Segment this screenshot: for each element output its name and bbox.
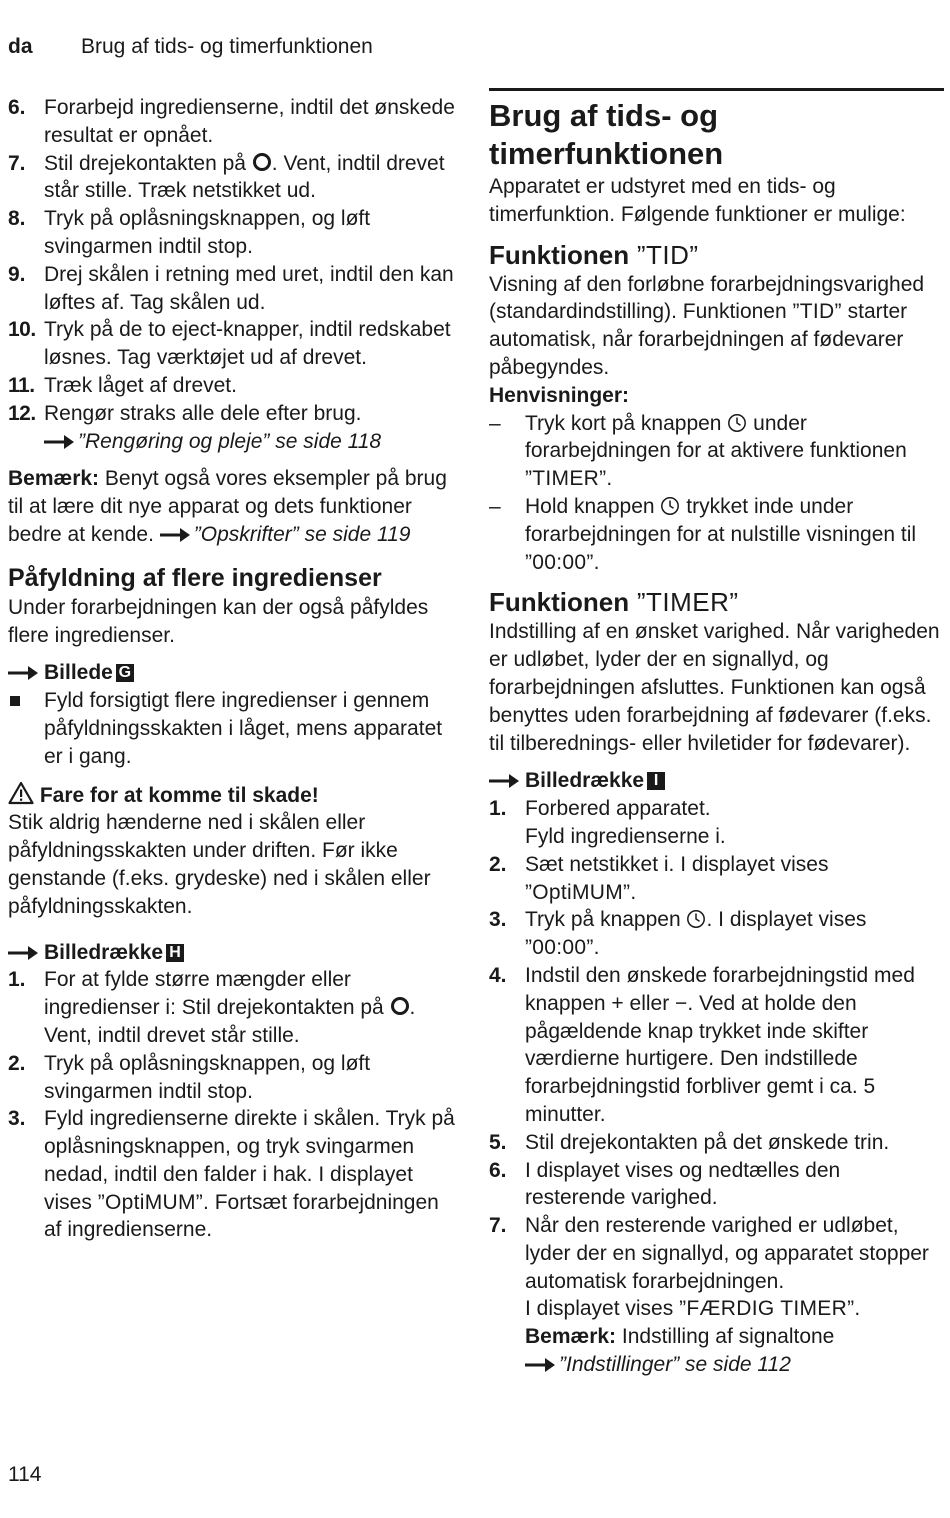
hint1-post: under forarbejdningen for at aktivere funktionen [525, 411, 907, 463]
settings-reference[interactable] [525, 1351, 944, 1379]
bullet-item [8, 687, 458, 770]
dash-bullet: – [489, 494, 501, 518]
step-text: Stil drejekontakten på det ønskede trin. [525, 1130, 890, 1154]
bullet-square-icon [10, 696, 20, 706]
note-label: Bemærk: [8, 467, 100, 491]
recipes-reference-text: ”Opskrifter” se side 119 [193, 522, 411, 546]
tid-heading-bold: Funktionen [489, 239, 630, 270]
billede-label: Billede [44, 661, 113, 685]
step-item [489, 1157, 944, 1213]
step-text: . [593, 936, 600, 960]
step-text: Fyld ingredienserne i. [525, 824, 726, 848]
intro-text: Apparatet er udstyret med en tids- og timerfunktion. Følgende funktioner er mulige: [489, 175, 906, 226]
step-number: 4. [489, 963, 507, 987]
display-text: ”TID” [792, 300, 842, 324]
step-number: 3. [8, 1107, 26, 1131]
step-text: Forbered apparatet. [525, 797, 711, 821]
recipes-reference[interactable] [160, 523, 411, 546]
warning-heading-text: Fare for at komme til skade! [39, 783, 319, 807]
display-text: ”OptiMUM” [525, 880, 631, 904]
step-number: 10. [8, 318, 36, 342]
step-number: 7. [489, 1214, 507, 1238]
left-column [8, 94, 458, 1244]
step-text: . Vent, indtil drevet står stille. [44, 996, 416, 1047]
step-text: Tryk på oplåsningsknappen, og løft svingarmen indtil stop. [44, 1051, 371, 1103]
step-text: Tryk på oplåsningsknappen, og løft svingarmen indtil stop. [44, 207, 371, 258]
billedraekke-label: Billedrække [44, 940, 164, 964]
warning-heading [8, 781, 458, 810]
hint1-pre: Tryk kort på knappen [525, 411, 728, 435]
step-text: eller [623, 991, 676, 1015]
note-label: Bemærk: [525, 1325, 617, 1349]
arrow-right-icon [525, 1351, 559, 1379]
step-text: Tryk på de to eject-knapper, indtil redskabet løsnes. Tag værktøjet ud af drevet. [44, 318, 451, 370]
note-text: Indstilling af signaltone [616, 1325, 835, 1349]
steps-top-list [8, 94, 458, 428]
step-text: Indstil den ønskede forarbejdningstid med knappen [525, 963, 915, 1015]
cleaning-reference-text: ”Rengøring og pleje” se side 118 [78, 429, 382, 453]
step-item [489, 795, 944, 851]
hint2-pre: Hold knappen [525, 494, 661, 518]
step-number: 7. [8, 151, 26, 175]
step-item [8, 205, 458, 261]
display-text: ”TIMER” [525, 467, 607, 491]
step-item [8, 316, 458, 372]
dial-off-position-icon [253, 153, 271, 171]
tid-heading [489, 239, 944, 271]
step-item [8, 1050, 458, 1106]
settings-reference-text: ”Indstillinger” se side 112 [559, 1353, 791, 1377]
step-text-pre: I displayet vises [525, 1297, 680, 1321]
step-text: . [630, 880, 637, 904]
figure-letter-badge: G [116, 664, 134, 682]
arrow-right-icon [8, 939, 44, 967]
step-text-end: . [854, 1297, 861, 1321]
steps-bottom-list [8, 966, 458, 1244]
dial-off-position-icon [391, 997, 409, 1015]
step-item [8, 261, 458, 317]
step-number: 8. [8, 207, 26, 231]
figure-letter-badge: I [647, 772, 665, 790]
step-item [8, 400, 458, 428]
billede-reference[interactable] [8, 659, 458, 687]
step-text: Rengør straks alle dele efter brug. [44, 401, 362, 425]
step-number: 5. [489, 1130, 507, 1154]
page-number: 114 [8, 1463, 42, 1486]
step-text: Fyld ingredienserne direkte i skålen. Tryk på oplåsningsknappen, og tryk svingarmen nedad, indtil den falder i hak. I displayet vises [44, 1107, 455, 1214]
tid-text [489, 271, 944, 382]
billedraekke-reference[interactable] [489, 767, 944, 795]
step-item [489, 1129, 944, 1157]
hint-item [489, 410, 944, 493]
step-text: I displayet vises og nedtælles den resterende varighed. [525, 1158, 841, 1210]
clock-button-icon [727, 413, 747, 433]
step-number: 6. [8, 96, 26, 119]
step-text: Drej skålen i retning med uret, indtil den kan løftes af. Tag skålen ud. [44, 262, 454, 314]
header-language: da [8, 35, 33, 58]
hints-label: Henvisninger: [489, 383, 630, 407]
note-text: Benyt også vores eksempler på brug til at lære dit nye apparat og dets funktioner bedre at kende. [8, 467, 447, 546]
step-item [8, 150, 458, 206]
tid-text-post: starter automatisk, når forarbejdningen af fødevarer påbegyndes. [489, 300, 908, 379]
bullet-text: Fyld forsigtigt flere ingredienser i gennem påfyldningsskakten i låget, mens apparatet er i gang. [44, 689, 443, 768]
step-text: Stil drejekontakten på [44, 151, 252, 175]
timer-heading-light: ”TIMER” [629, 587, 739, 618]
step-item [8, 372, 458, 400]
arrow-right-icon [44, 428, 78, 456]
step-number: 2. [8, 1051, 26, 1075]
step-item [8, 966, 458, 1049]
figure-letter-badge: H [166, 944, 184, 962]
step-text: Når den resterende varighed er udløbet, lyder der en signallyd, og apparatet stopper automatisk forarbejdningen. [525, 1214, 929, 1293]
hint1-end: . [606, 467, 613, 491]
step-item [489, 851, 944, 907]
step-number: 2. [489, 852, 507, 876]
step-item [8, 94, 458, 150]
tid-text-pre: Visning af den forløbne forarbejdningsvarighed (standardindstilling). Funktionen [489, 272, 925, 324]
plus-button-icon: + [611, 991, 624, 1015]
timer-text: Indstilling af en ønsket varighed. Når varigheden er udløbet, lyder der en signallyd, og forarbejdningen afsluttes. Funktionen kan også benyttes uden forarbejdning af fødevarer (f.eks. til tilberednings- eller hviletider for fødevarer). [489, 620, 940, 755]
cleaning-reference[interactable] [8, 428, 458, 456]
display-text: ”OptiMUM” [97, 1190, 204, 1214]
step-number: 1. [8, 968, 26, 992]
warning-text: Stik aldrig hænderne ned i skålen eller påfyldningsskakten under driften. Før ikke genstande (f.eks. grydeske) ned i skålen eller påfyldningsskakten. [8, 811, 431, 918]
step-number: 11. [8, 373, 35, 397]
step-text [525, 1295, 944, 1323]
main-heading: Brug af tids- og timerfunktionen [489, 98, 724, 171]
billedraekke-label: Billedrække [525, 769, 645, 793]
display-text: ”00:00” [525, 936, 594, 960]
header-title: Brug af tids- og timerfunktionen [81, 35, 373, 58]
clock-button-icon [660, 496, 680, 516]
step-text: Sæt netstikket i. I displayet vises [525, 852, 829, 876]
note-paragraph [8, 465, 458, 548]
minus-button-icon: − [675, 991, 688, 1015]
hint2-post: trykket inde under forarbejdningen for at nulstille visningen til [525, 494, 917, 546]
step-text: . Fortsæt forarbejdningen af ingredienserne. [44, 1190, 439, 1242]
step-text: For at fylde større mængder eller ingredienser i: Stil drejekontakten på [44, 968, 390, 1020]
step-text: . Ved at holde den pågældende knap trykket inde skifter værdierne hurtigere. Den indstillede forarbejdningstid forbliver gemt i ca. 5 minutter. [525, 991, 876, 1126]
step-item [8, 1105, 458, 1244]
hint2-end: . [593, 550, 600, 574]
section-intro: Under forarbejdningen kan der også påfyldes flere ingredienser. [8, 595, 429, 647]
step-number: 9. [8, 262, 26, 286]
step-text: . Vent, indtil drevet står stille. Træk netstikket ud. [44, 151, 445, 203]
section-heading: Påfyldning af flere ingredienser [8, 563, 382, 592]
step-number: 3. [489, 908, 507, 932]
arrow-right-icon [489, 767, 525, 795]
warning-triangle-icon [8, 781, 34, 805]
step-number: 6. [489, 1158, 507, 1182]
step-item [489, 962, 944, 1129]
display-text: ”FÆRDIG TIMER” [679, 1297, 855, 1321]
tid-heading-light: ”TID” [629, 239, 699, 270]
display-text: ”00:00” [525, 550, 594, 574]
step-text: Træk låget af drevet. [44, 373, 237, 397]
step-note [525, 1323, 944, 1351]
dash-bullet: – [489, 411, 501, 435]
hint-item [489, 493, 944, 576]
timer-heading [489, 586, 944, 618]
arrow-right-icon [8, 659, 44, 687]
step-number: 12. [8, 401, 36, 425]
step-text: Tryk på knappen [525, 908, 687, 932]
clock-button-icon [686, 909, 706, 929]
step-text: . I displayet vises [706, 908, 867, 932]
right-column [489, 88, 944, 1379]
arrow-right-icon [160, 521, 194, 549]
step-item [489, 1212, 944, 1379]
step-item [489, 906, 944, 962]
billedraekke-reference[interactable] [8, 939, 458, 967]
step-text: Forarbejd ingredienserne, indtil det ønskede resultat er opnået. [44, 96, 455, 147]
timer-heading-bold: Funktionen [489, 587, 630, 618]
step-number: 1. [489, 797, 507, 821]
